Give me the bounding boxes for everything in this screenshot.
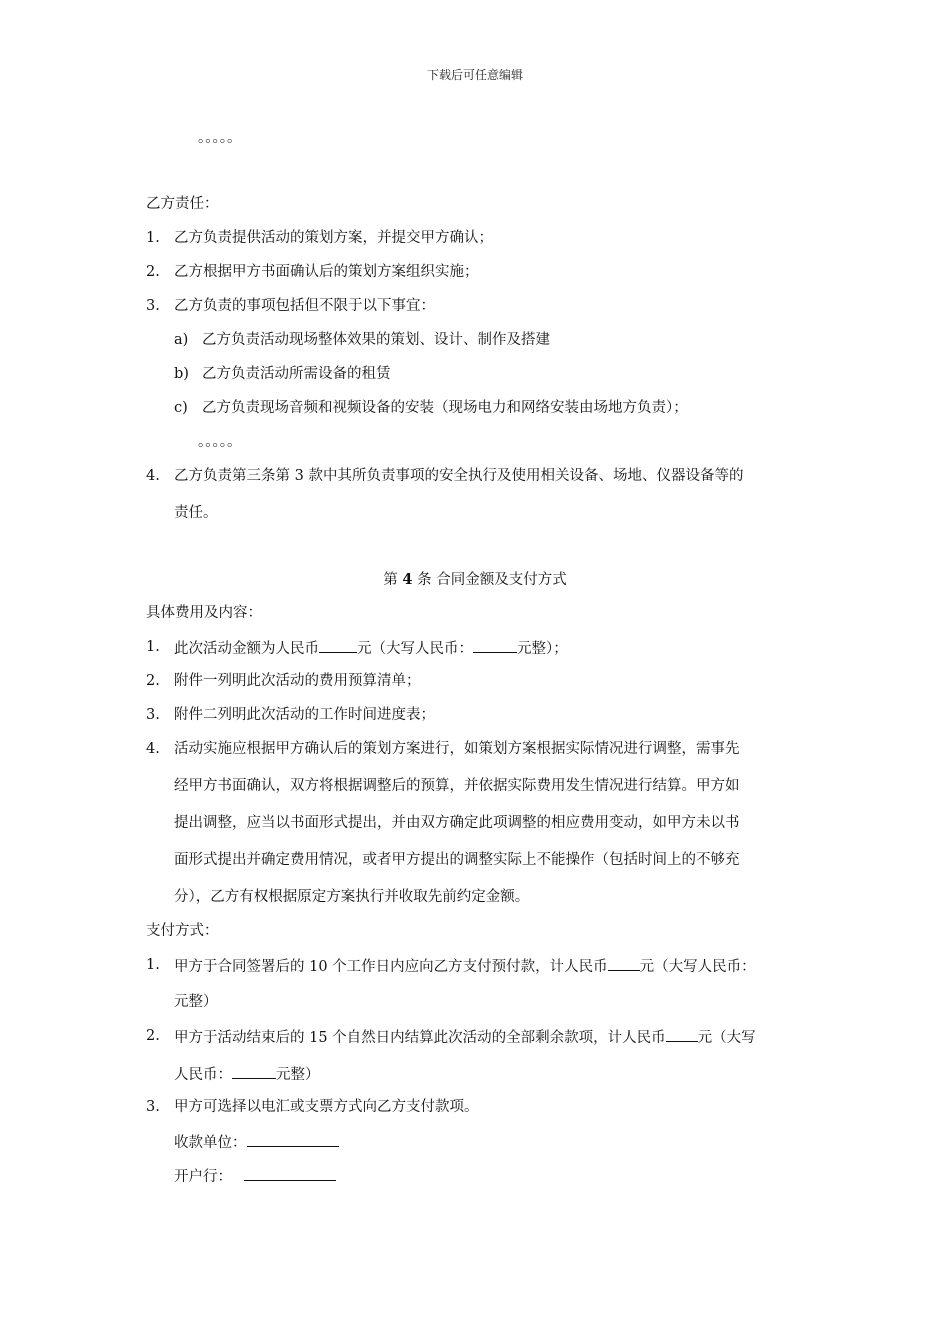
- list-item-number: 4.: [146, 468, 160, 484]
- list-item-number: 2.: [146, 264, 160, 280]
- list-item-text: 活动实施应根据甲方确认后的策划方案进行，如策划方案根据实际情况进行调整，需事先: [174, 741, 740, 757]
- list-item-number: 3.: [146, 1099, 160, 1115]
- list-item-text: 附件一列明此次活动的费用预算清单；: [174, 673, 421, 689]
- sub-item-text: 乙方负责活动现场整体效果的策划、设计、制作及搭建: [202, 332, 550, 348]
- balance-words-blank: [232, 1063, 276, 1079]
- list-item-number: 2.: [146, 673, 160, 689]
- balance-words-label: 元（大写: [697, 1030, 756, 1046]
- amount-label: 此次活动金额为人民币: [174, 641, 319, 657]
- sub-item-text: 乙方负责现场音频和视频设备的安装（现场电力和网络安装由场地方负责）；: [202, 400, 688, 416]
- list-item-text: 乙方根据甲方书面确认后的策划方案组织实施；: [174, 264, 479, 280]
- prepayment-blank: [608, 955, 640, 971]
- article-title-number: 4: [402, 571, 413, 588]
- list-item-text: 乙方负责第三条第 3 款中其所负责事项的安全执行及使用相关设备、场地、仪器设备等的: [174, 468, 744, 484]
- list-item-continuation: 分），乙方有权根据原定方案执行并收取先前约定金额。: [174, 889, 530, 905]
- payee-blank: [247, 1131, 339, 1147]
- ellipsis-text: 。。。。。: [198, 434, 242, 450]
- payment-heading: 支付方式：: [146, 923, 219, 939]
- list-item-continuation: 面形式提出并确定费用情况，或者甲方提出的调整实际上不能操作（包括时间上的不够充: [174, 852, 740, 868]
- list-item-text: [174, 955, 756, 977]
- list-item-number: 2.: [146, 1028, 160, 1044]
- balance-words-prefix: 人民币：: [174, 1067, 232, 1083]
- balance-words-suffix: 元整）: [276, 1067, 320, 1083]
- list-item-number: 1.: [146, 957, 160, 973]
- balance-blank: [666, 1026, 698, 1042]
- list-item-continuation: 提出调整，应当以书面形式提出，并由双方确定此项调整的相应费用变动，如甲方未以书: [174, 815, 740, 831]
- list-item-continuation: [174, 1063, 320, 1085]
- list-item-number: 3.: [146, 298, 160, 314]
- page-header: 下载后可任意编辑: [426, 68, 523, 82]
- list-item-number: 3.: [146, 707, 160, 723]
- bank-label: 开户行：: [174, 1169, 232, 1185]
- party-b-heading: 乙方责任：: [146, 196, 219, 212]
- balance-label: 甲方于活动结束后的 15 个自然日内结算此次活动的全部剩余款项，计人民币: [174, 1030, 666, 1046]
- amount-blank: [319, 637, 357, 653]
- list-item-text: 乙方负责的事项包括但不限于以下事宜：: [174, 298, 435, 314]
- prepayment-words-label: 元（大写人民币：: [639, 959, 756, 975]
- sub-item-letter: c): [174, 400, 188, 416]
- list-item-continuation: 元整）: [174, 994, 218, 1010]
- payee-row: [174, 1131, 339, 1153]
- list-item-text: 甲方可选择以电汇或支票方式向乙方支付款项。: [174, 1099, 479, 1115]
- bank-row: [174, 1165, 336, 1187]
- amount-words-blank: [473, 637, 517, 653]
- list-item-number: 1.: [146, 230, 160, 246]
- list-item-text: [174, 637, 568, 659]
- amount-suffix: 元整）；: [517, 641, 568, 657]
- list-item-text: 乙方负责提供活动的策划方案，并提交甲方确认；: [174, 230, 493, 246]
- article-title-prefix: 第: [383, 572, 398, 588]
- sub-item-letter: a): [174, 332, 189, 348]
- article-title-text: 条 合同金额及支付方式: [417, 572, 567, 588]
- sub-item-letter: b): [174, 366, 189, 382]
- ellipsis-text: 。。。。。: [198, 130, 242, 146]
- amount-words-label: 元（大写人民币：: [357, 641, 473, 657]
- list-item-continuation: 责任。: [174, 505, 218, 521]
- payee-label: 收款单位：: [174, 1135, 247, 1151]
- list-item-number: 1.: [146, 639, 160, 655]
- list-item-continuation: 经甲方书面确认，双方将根据调整后的预算，并依据实际费用发生情况进行结算。甲方如: [174, 778, 740, 794]
- list-item-text: 附件二列明此次活动的工作时间进度表；: [174, 707, 435, 723]
- prepayment-label: 甲方于合同签署后的 10 个工作日内应向乙方支付预付款，计人民币: [174, 959, 608, 975]
- list-item-number: 4.: [146, 741, 160, 757]
- bank-blank: [244, 1165, 336, 1181]
- list-item-text: [174, 1026, 756, 1048]
- sub-item-text: 乙方负责活动所需设备的租赁: [202, 366, 391, 382]
- fees-heading: 具体费用及内容：: [146, 605, 262, 621]
- article-title: [0, 570, 950, 590]
